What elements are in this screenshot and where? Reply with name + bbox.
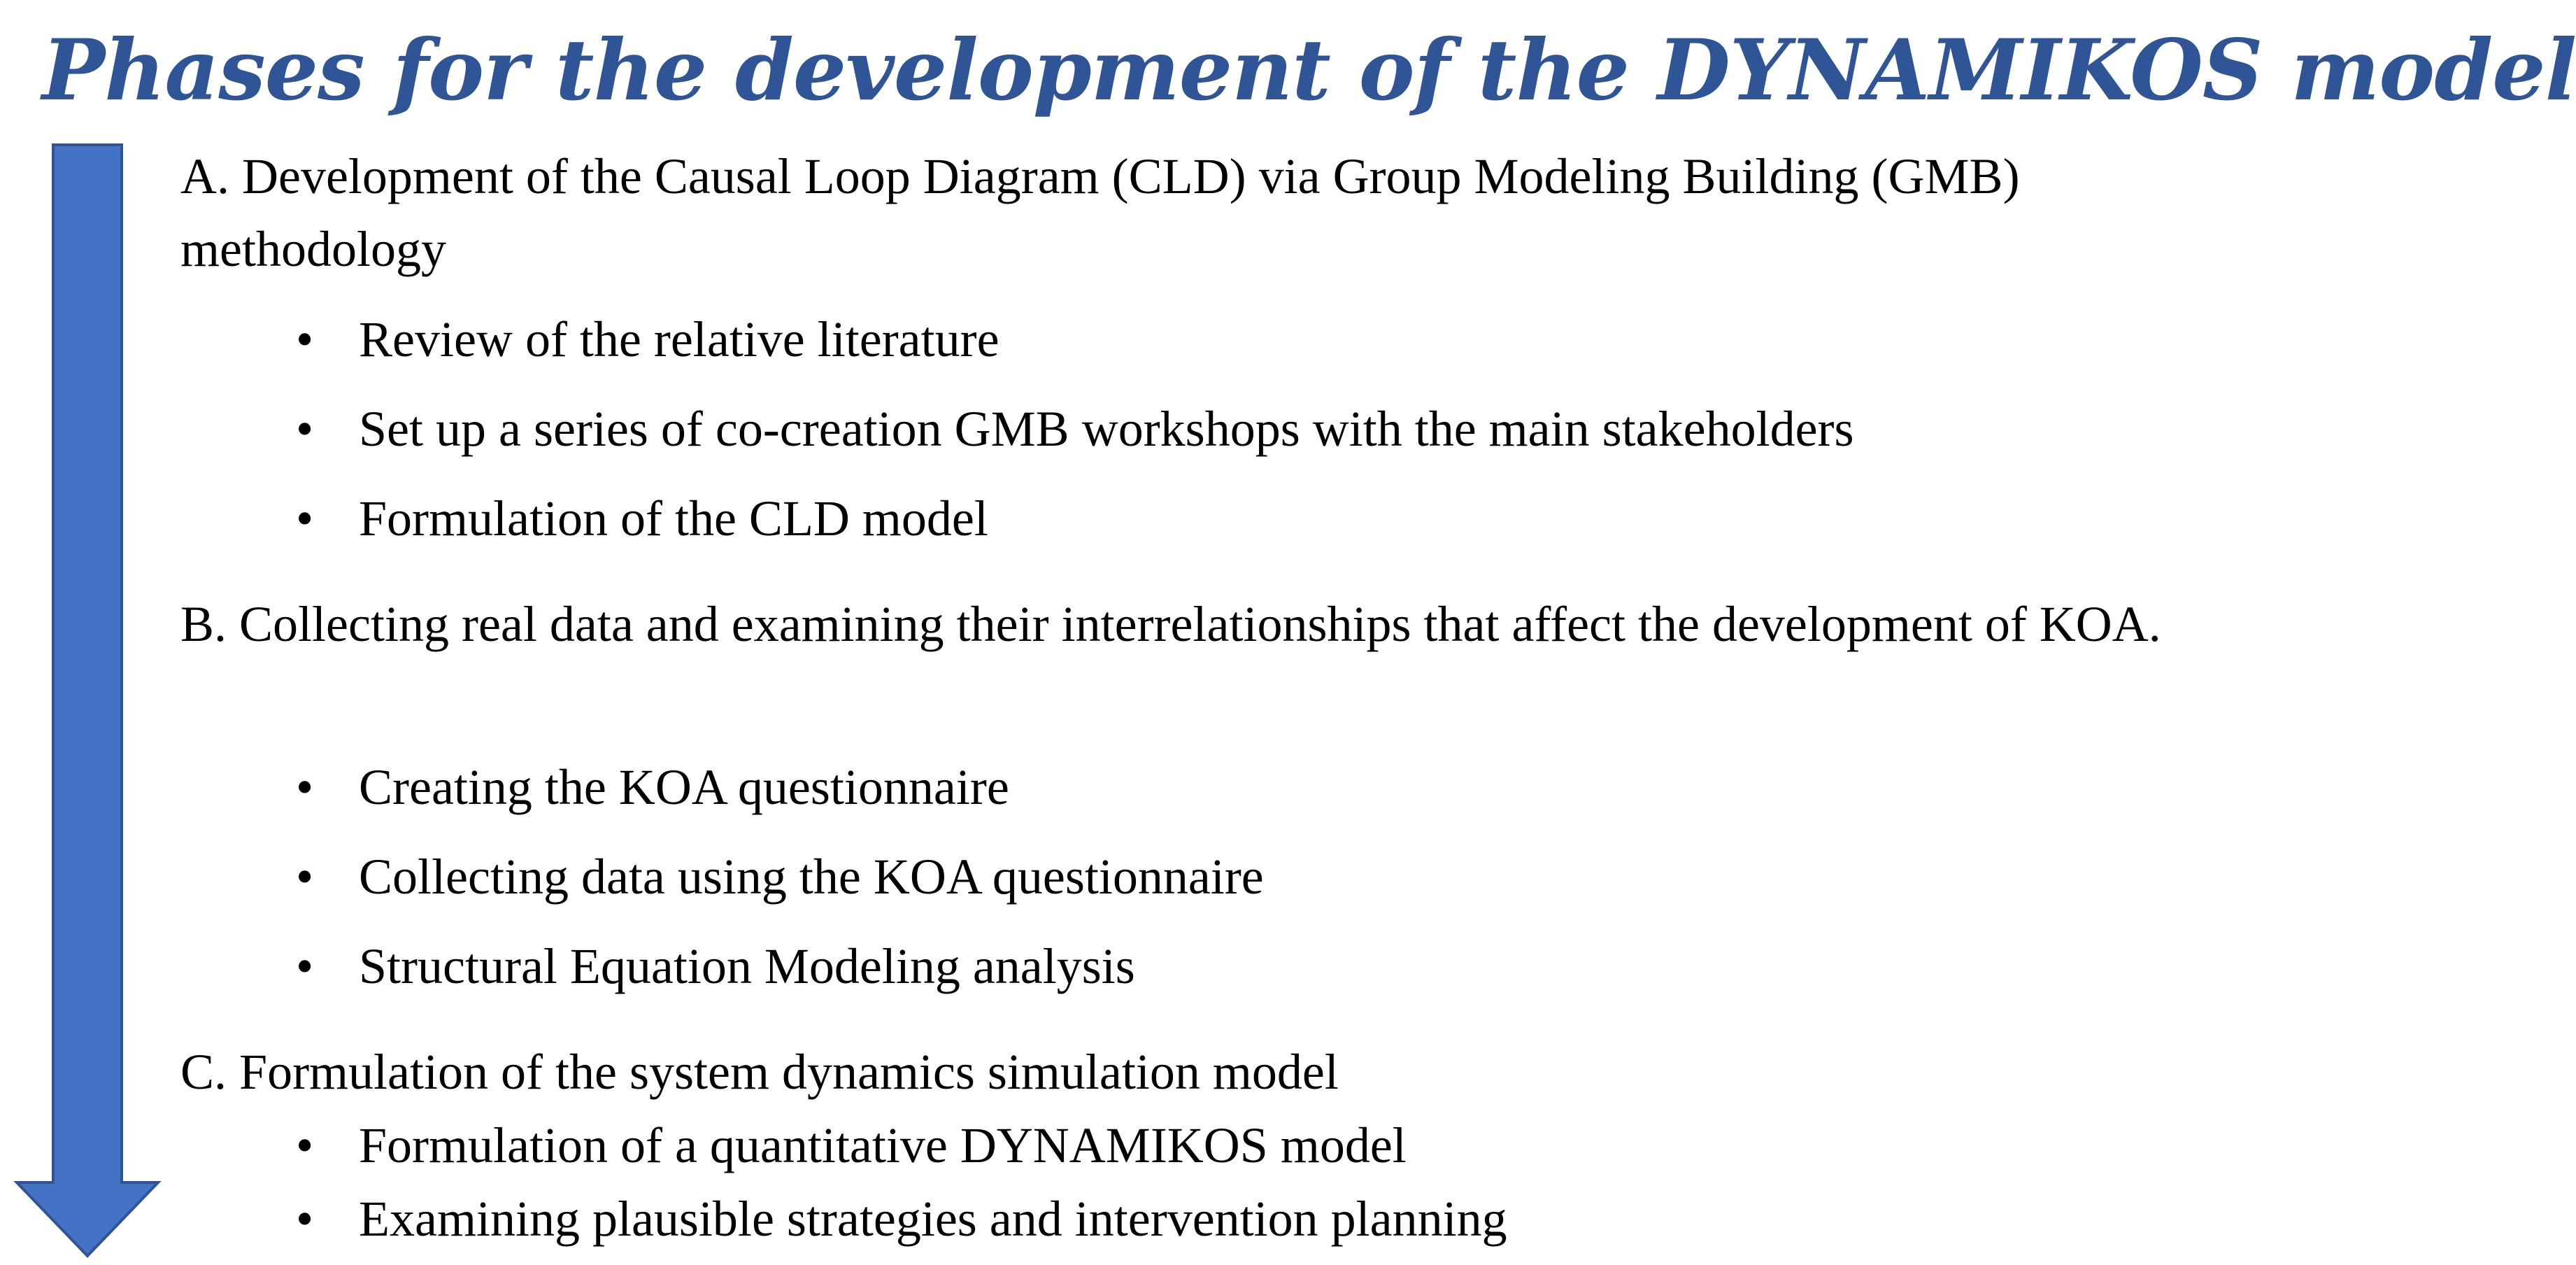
bullet-icon: • xyxy=(296,490,314,546)
bullet-icon: • xyxy=(296,311,314,367)
phase-list xyxy=(180,0,2237,1265)
list-item-text: Review of the relative literature xyxy=(359,311,999,367)
down-arrow-icon xyxy=(14,143,161,1259)
phase-a-heading: A. Development of the Causal Loop Diagram (CLD) via Group Modeling Building (GMB) methodology xyxy=(180,148,2020,277)
bullet-icon: • xyxy=(296,1191,314,1247)
list-item-text: Examining plausible strategies and intervention planning xyxy=(359,1191,1507,1247)
bullet-icon: • xyxy=(296,759,314,815)
list-item-text: Creating the KOA questionnaire xyxy=(359,759,1009,815)
bullet-icon: • xyxy=(296,849,314,905)
bullet-icon: • xyxy=(296,401,314,457)
list-item-text: Formulation of the CLD model xyxy=(359,490,988,546)
list-item-text: Set up a series of co-creation GMB workshops with the main stakeholders xyxy=(359,401,1854,457)
phase-c-heading: C. Formulation of the system dynamics simulation model xyxy=(180,1044,1339,1100)
bullet-icon: • xyxy=(296,938,314,994)
diagram-title: Phases for the development of the DYNAMIKOS model xyxy=(42,21,2576,120)
list-item-text: Structural Equation Modeling analysis xyxy=(359,938,1135,994)
list-item-text: Formulation of a quantitative DYNAMIKOS model xyxy=(359,1117,1407,1173)
list-item-text: Collecting data using the KOA questionnaire xyxy=(359,849,1264,905)
phase-b-heading: B. Collecting real data and examining their interrelationships that affect the development of KOA. xyxy=(180,596,2161,652)
bullet-icon: • xyxy=(296,1117,314,1173)
down-arrow-shape xyxy=(17,145,158,1256)
